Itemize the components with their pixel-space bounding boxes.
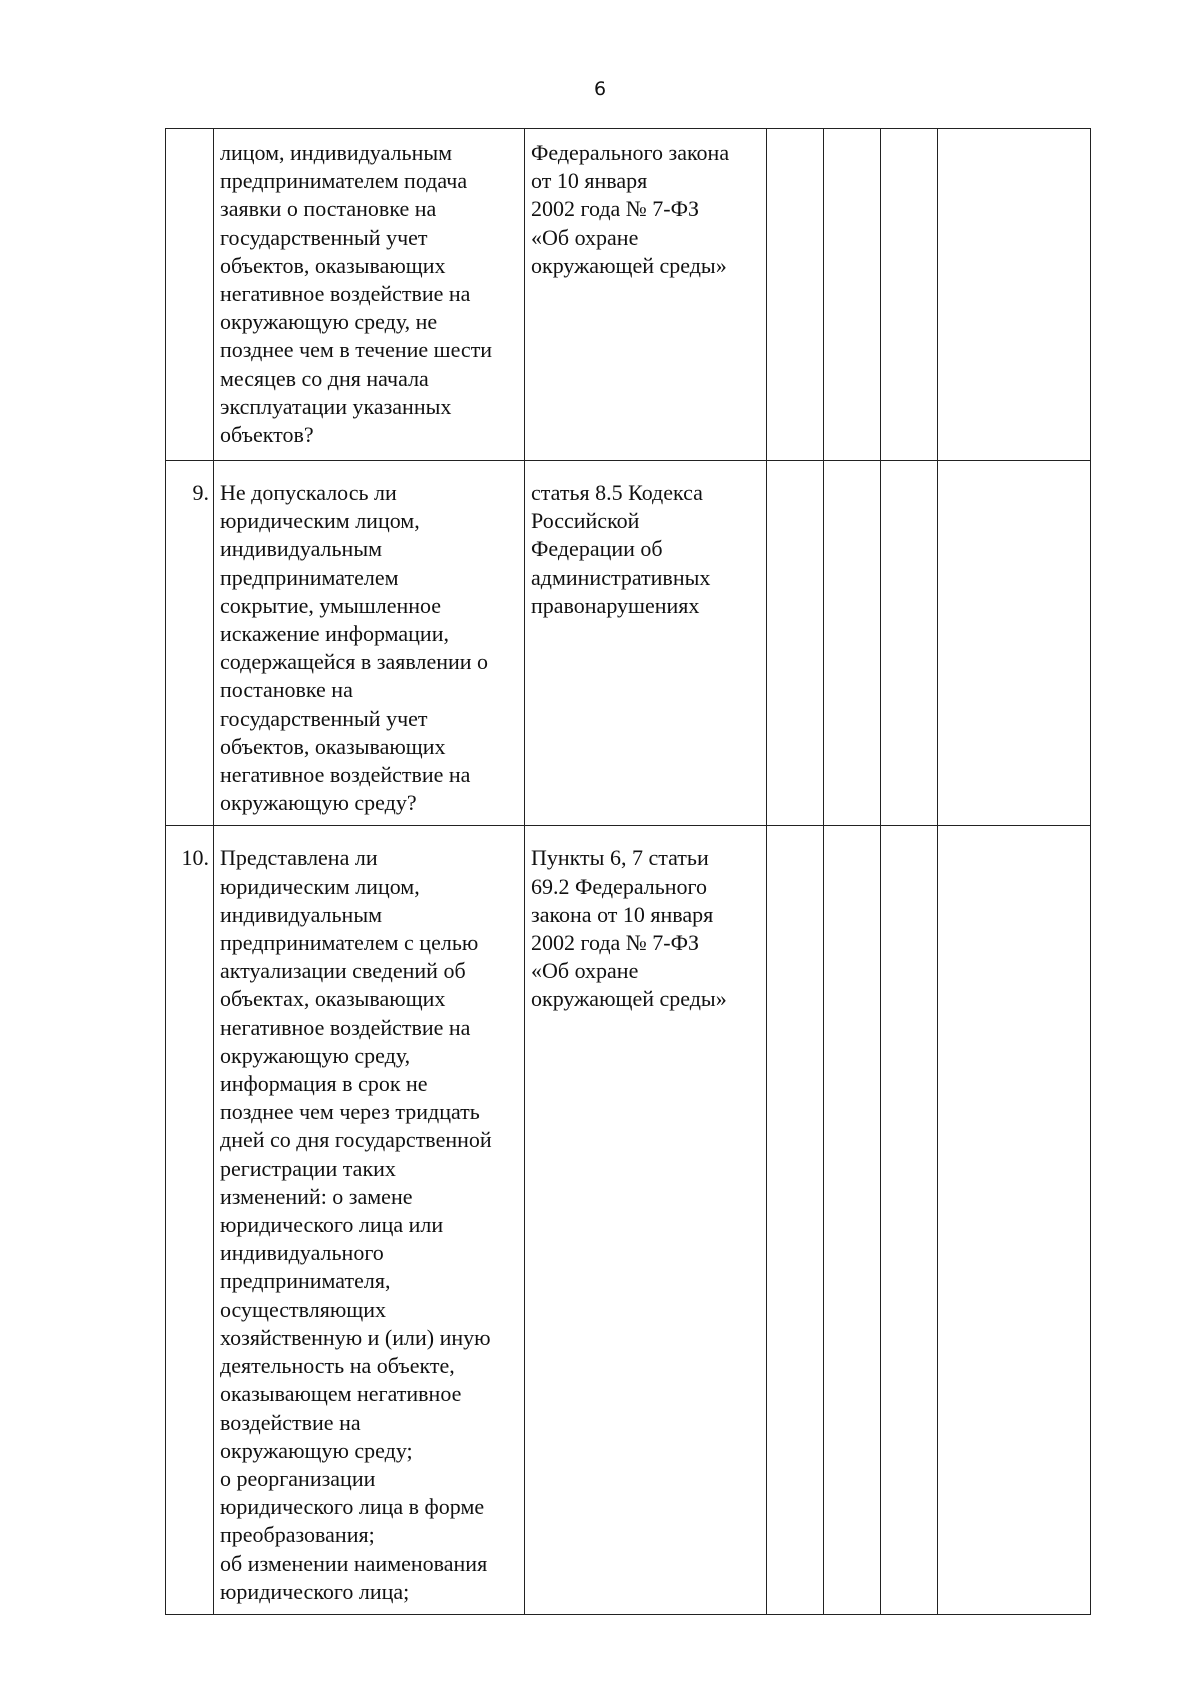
notes-cell xyxy=(938,461,1091,826)
legal-basis: статья 8.5 Кодекса Российской Федерации об административных правонарушениях xyxy=(525,461,767,826)
question-text: Не допускалось ли юридическим лицом, индивидуальным предпринимателем сокрытие, умышленное искажение информации, содержащейся в заявлении о постановке на государственный учет объектов, оказывающих негативное воздействие на окружающую среду? xyxy=(214,461,525,826)
notes-cell xyxy=(938,826,1091,1614)
answer-yes-cell xyxy=(767,129,824,461)
legal-basis: Федерального закона от 10 января 2002 года № 7-ФЗ «Об охране окружающей среды» xyxy=(525,129,767,461)
answer-na-cell xyxy=(881,129,938,461)
answer-no-cell xyxy=(824,129,881,461)
table-row xyxy=(166,826,1091,1614)
answer-yes-cell xyxy=(767,461,824,826)
legal-basis: Пункты 6, 7 статьи 69.2 Федерального закона от 10 января 2002 года № 7-ФЗ «Об охране окружающей среды» xyxy=(525,826,767,1614)
table-row xyxy=(166,129,1091,461)
row-number: 10. xyxy=(166,826,214,1614)
answer-no-cell xyxy=(824,461,881,826)
row-number xyxy=(166,129,214,461)
question-text: лицом, индивидуальным предпринимателем подача заявки о постановке на государственный учет объектов, оказывающих негативное воздействие на окружающую среду, не позднее чем в течение шести месяцев со дня начала эксплуатации указанных объектов? xyxy=(214,129,525,461)
checklist-table xyxy=(165,128,1091,1615)
answer-na-cell xyxy=(881,826,938,1614)
answer-no-cell xyxy=(824,826,881,1614)
notes-cell xyxy=(938,129,1091,461)
answer-na-cell xyxy=(881,461,938,826)
page-number: 6 xyxy=(593,78,607,100)
row-number: 9. xyxy=(166,461,214,826)
question-text: Представлена ли юридическим лицом, индивидуальным предпринимателем с целью актуализации сведений об объектах, оказывающих негативное воздействие на окружающую среду, информация в срок не позднее чем через тридцать дней со дня государственной регистрации таких изменений: о замене юридического лица или индивидуального предпринимателя, осуществляющих хозяйственную и (или) иную деятельность на объекте, оказывающем негативное воздействие на окружающую среду; о реорганизации юридического лица в форме преобразования; об изменении наименования юридического лица; xyxy=(214,826,525,1614)
table-row xyxy=(166,461,1091,826)
answer-yes-cell xyxy=(767,826,824,1614)
